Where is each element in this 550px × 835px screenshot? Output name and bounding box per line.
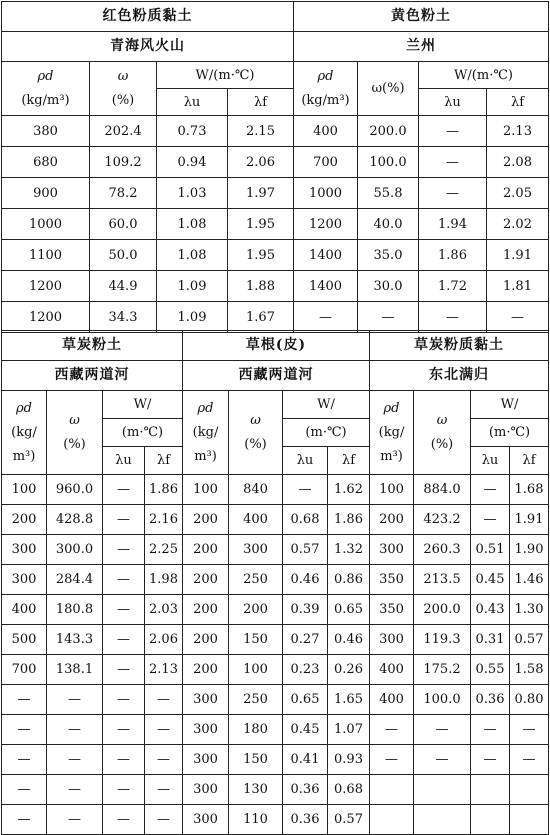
density-cell: 300 [183, 715, 229, 745]
lambda-u-cell: 0.36 [283, 775, 328, 805]
lambda-f-cell: — [145, 715, 183, 745]
table-row [2, 745, 549, 775]
lambda-u-cell: — [103, 625, 145, 655]
table-row [2, 116, 549, 147]
density-cell: 1400 [294, 240, 358, 271]
table-row [2, 805, 549, 835]
lambda-f-cell [510, 805, 549, 835]
lambda-f-cell: 2.02 [487, 209, 549, 240]
density-cell: 700 [294, 147, 358, 178]
density-header: ρd (kg/m³) [2, 62, 90, 116]
lambda-f-header: λf [510, 447, 549, 475]
density-cell: — [2, 685, 47, 715]
moisture-cell: 110 [229, 805, 283, 835]
lambda-u-cell: 0.45 [283, 715, 328, 745]
density-cell: 500 [2, 625, 47, 655]
moisture-cell: 44.9 [90, 271, 157, 302]
lambda-u-cell: 0.36 [283, 805, 328, 835]
moisture-cell: — [47, 745, 103, 775]
moisture-cell: 175.2 [414, 655, 471, 685]
soil-type-header: 黄色粉土 [294, 2, 549, 32]
lambda-f-cell: 0.65 [328, 595, 370, 625]
lambda-f-cell: 1.86 [328, 505, 370, 535]
lambda-f-cell: 1.65 [328, 685, 370, 715]
lambda-f-cell: 1.58 [510, 655, 549, 685]
lambda-u-cell: 0.65 [283, 685, 328, 715]
conductivity-unit: (m·℃) [103, 419, 183, 447]
lambda-f-header: λf [487, 89, 549, 116]
table-row [2, 147, 549, 178]
table-row [2, 302, 549, 333]
density-cell: 200 [183, 565, 229, 595]
moisture-cell: 143.3 [47, 625, 103, 655]
density-cell: 380 [2, 116, 90, 147]
density-cell: — [370, 715, 414, 745]
moisture-cell: 50.0 [90, 240, 157, 271]
moisture-cell: 138.1 [47, 655, 103, 685]
lambda-u-cell: 1.86 [419, 240, 487, 271]
moisture-cell: — [47, 775, 103, 805]
lambda-f-cell: 2.06 [228, 147, 294, 178]
lambda-u-cell: 1.09 [157, 271, 228, 302]
moisture-cell: 400 [229, 505, 283, 535]
moisture-cell: 300.0 [47, 535, 103, 565]
density-header: ρd (kg/ m³) [2, 391, 47, 475]
density-cell: 300 [183, 805, 229, 835]
table-row [2, 475, 549, 505]
density-cell: 900 [2, 178, 90, 209]
lambda-f-cell: 0.80 [510, 685, 549, 715]
lambda-f-cell: 0.46 [328, 625, 370, 655]
lambda-f-header: λf [228, 89, 294, 116]
location-header: 兰州 [294, 32, 549, 62]
moisture-cell: 250 [229, 685, 283, 715]
lambda-f-cell: — [487, 302, 549, 333]
lambda-f-cell: 1.90 [510, 535, 549, 565]
lambda-f-cell: — [145, 685, 183, 715]
moisture-cell: 55.8 [358, 178, 419, 209]
table-row [2, 775, 549, 805]
moisture-cell: — [414, 715, 471, 745]
moisture-cell [414, 805, 471, 835]
lambda-f-cell: 0.57 [510, 625, 549, 655]
conductivity-header: W/(m·℃) [419, 62, 549, 89]
lambda-u-cell: — [419, 147, 487, 178]
upper-table-body [2, 116, 549, 333]
moisture-cell: 34.3 [90, 302, 157, 333]
density-cell: 200 [183, 655, 229, 685]
density-header: ρd (kg/ m³) [183, 391, 229, 475]
density-cell: 100 [183, 475, 229, 505]
lambda-u-cell: 0.43 [471, 595, 510, 625]
lambda-f-cell: 1.88 [228, 271, 294, 302]
moisture-cell: 200.0 [414, 595, 471, 625]
density-cell: 400 [2, 595, 47, 625]
lambda-u-cell: — [103, 745, 145, 775]
conductivity-header: W/ [103, 391, 183, 419]
lambda-u-cell: — [103, 775, 145, 805]
density-cell: 200 [2, 505, 47, 535]
moisture-cell: 428.8 [47, 505, 103, 535]
moisture-cell: 840 [229, 475, 283, 505]
density-cell: 200 [183, 625, 229, 655]
lambda-u-cell: 0.23 [283, 655, 328, 685]
density-cell: 300 [183, 745, 229, 775]
moisture-header: ω(%) [358, 62, 419, 116]
density-cell: 400 [294, 116, 358, 147]
lambda-f-cell [510, 775, 549, 805]
moisture-cell: 35.0 [358, 240, 419, 271]
moisture-cell: 423.2 [414, 505, 471, 535]
lambda-f-cell: 1.98 [145, 565, 183, 595]
table-row [2, 595, 549, 625]
density-cell: 300 [370, 625, 414, 655]
conductivity-unit: (m·℃) [283, 419, 370, 447]
lambda-u-cell: — [103, 475, 145, 505]
lambda-f-header: λf [328, 447, 370, 475]
lambda-f-cell: 2.03 [145, 595, 183, 625]
lambda-u-cell: — [103, 595, 145, 625]
lambda-f-cell: 2.05 [487, 178, 549, 209]
lambda-u-cell: 0.57 [283, 535, 328, 565]
density-cell: 700 [2, 655, 47, 685]
density-cell: 100 [2, 475, 47, 505]
density-cell: 300 [370, 535, 414, 565]
lambda-f-cell: 1.86 [145, 475, 183, 505]
lambda-u-header: λu [419, 89, 487, 116]
lambda-u-cell: 1.08 [157, 209, 228, 240]
lambda-u-cell: 0.55 [471, 655, 510, 685]
conductivity-unit: (m·℃) [471, 419, 549, 447]
lambda-u-cell: — [419, 116, 487, 147]
lambda-u-cell: — [471, 715, 510, 745]
lambda-f-cell: 0.93 [328, 745, 370, 775]
lambda-f-cell: 1.46 [510, 565, 549, 595]
density-cell: 1100 [2, 240, 90, 271]
lambda-u-cell: 1.03 [157, 178, 228, 209]
density-cell: 1200 [2, 271, 90, 302]
lambda-f-cell: 2.13 [145, 655, 183, 685]
lambda-u-cell: 0.41 [283, 745, 328, 775]
lambda-u-cell: 0.94 [157, 147, 228, 178]
lambda-f-cell: 2.08 [487, 147, 549, 178]
moisture-cell: 109.2 [90, 147, 157, 178]
lambda-u-cell: 1.72 [419, 271, 487, 302]
lambda-f-cell: 1.62 [328, 475, 370, 505]
lambda-u-cell: 0.31 [471, 625, 510, 655]
moisture-cell: — [414, 745, 471, 775]
lambda-f-cell: — [510, 715, 549, 745]
moisture-cell: — [47, 715, 103, 745]
lambda-f-cell: 1.67 [228, 302, 294, 333]
moisture-cell: 119.3 [414, 625, 471, 655]
location-header: 东北满归 [370, 361, 549, 391]
density-cell: — [370, 745, 414, 775]
density-cell: 400 [370, 685, 414, 715]
moisture-cell: 30.0 [358, 271, 419, 302]
moisture-header: ω (%) [47, 391, 103, 475]
density-header: ρd (kg/ m³) [370, 391, 414, 475]
moisture-cell: 200 [229, 595, 283, 625]
soil-type-header: 草炭粉质黏土 [370, 331, 549, 361]
table-row [2, 655, 549, 685]
moisture-cell: 284.4 [47, 565, 103, 595]
lambda-f-cell: 2.16 [145, 505, 183, 535]
density-cell: 1000 [294, 178, 358, 209]
moisture-cell: 100.0 [358, 147, 419, 178]
moisture-cell: 100.0 [414, 685, 471, 715]
lambda-u-cell: — [471, 475, 510, 505]
density-cell: 1200 [2, 302, 90, 333]
lambda-u-cell: — [103, 535, 145, 565]
lambda-f-header: λf [145, 447, 183, 475]
lambda-u-cell: 0.45 [471, 565, 510, 595]
location-header: 青海风火山 [2, 32, 294, 62]
lambda-f-cell: 2.15 [228, 116, 294, 147]
lambda-u-cell: 0.39 [283, 595, 328, 625]
lambda-f-cell: 1.32 [328, 535, 370, 565]
density-cell: 680 [2, 147, 90, 178]
density-cell: 200 [370, 505, 414, 535]
density-cell: — [2, 715, 47, 745]
lambda-f-cell: 1.68 [510, 475, 549, 505]
moisture-cell: — [47, 805, 103, 835]
soil-type-header: 红色粉质黏土 [2, 2, 294, 32]
lambda-f-cell: 1.07 [328, 715, 370, 745]
density-cell: — [2, 775, 47, 805]
lambda-u-cell: 0.68 [283, 505, 328, 535]
table-row [2, 685, 549, 715]
density-cell: — [294, 302, 358, 333]
conductivity-header: W/ [471, 391, 549, 419]
lambda-f-cell: 2.06 [145, 625, 183, 655]
moisture-cell: 200.0 [358, 116, 419, 147]
lambda-f-cell: 2.25 [145, 535, 183, 565]
density-cell: — [2, 745, 47, 775]
lambda-f-cell: — [145, 775, 183, 805]
conductivity-header: W/(m·℃) [157, 62, 294, 89]
lambda-u-cell: 0.27 [283, 625, 328, 655]
density-cell: 300 [2, 535, 47, 565]
lambda-u-cell [471, 775, 510, 805]
density-cell: 1200 [294, 209, 358, 240]
density-cell: 200 [183, 505, 229, 535]
lambda-f-cell: 1.91 [487, 240, 549, 271]
soil-type-header: 草根(皮) [183, 331, 370, 361]
lambda-u-cell: 1.08 [157, 240, 228, 271]
conductivity-header: W/ [283, 391, 370, 419]
lambda-f-cell: — [145, 805, 183, 835]
lambda-u-cell: — [419, 302, 487, 333]
table-row [2, 240, 549, 271]
moisture-cell [414, 775, 471, 805]
lambda-u-cell: — [103, 505, 145, 535]
lambda-u-cell: — [471, 745, 510, 775]
location-header: 西藏两道河 [2, 361, 183, 391]
moisture-cell: 300 [229, 535, 283, 565]
moisture-cell: 250 [229, 565, 283, 595]
lambda-f-cell: 2.13 [487, 116, 549, 147]
moisture-cell: — [47, 685, 103, 715]
moisture-cell: 100 [229, 655, 283, 685]
moisture-cell: 260.3 [414, 535, 471, 565]
lambda-u-header: λu [103, 447, 145, 475]
lambda-u-cell: 0.46 [283, 565, 328, 595]
lambda-f-cell: 1.95 [228, 240, 294, 271]
density-cell: 400 [370, 655, 414, 685]
lambda-f-cell: 1.97 [228, 178, 294, 209]
lower-table-body [2, 475, 549, 835]
density-cell [370, 805, 414, 835]
density-cell: 200 [183, 595, 229, 625]
density-cell: — [2, 805, 47, 835]
lower-table [1, 330, 549, 835]
lambda-f-cell: 0.57 [328, 805, 370, 835]
moisture-cell: 960.0 [47, 475, 103, 505]
table-row [2, 625, 549, 655]
moisture-cell: 78.2 [90, 178, 157, 209]
density-cell: 300 [183, 685, 229, 715]
lambda-u-cell: 0.73 [157, 116, 228, 147]
lambda-f-cell: 1.95 [228, 209, 294, 240]
lambda-u-cell: — [471, 505, 510, 535]
lambda-u-cell: — [103, 655, 145, 685]
location-header: 西藏两道河 [183, 361, 370, 391]
moisture-header: ω (%) [90, 62, 157, 116]
lambda-u-header: λu [157, 89, 228, 116]
table-row [2, 715, 549, 745]
table-row [2, 505, 549, 535]
lambda-u-cell: — [103, 805, 145, 835]
lambda-f-cell: 0.26 [328, 655, 370, 685]
moisture-cell: — [358, 302, 419, 333]
lambda-f-cell: 0.68 [328, 775, 370, 805]
density-cell [370, 775, 414, 805]
moisture-header: ω (%) [229, 391, 283, 475]
moisture-cell: 213.5 [414, 565, 471, 595]
lambda-u-cell: — [103, 565, 145, 595]
density-cell: 100 [370, 475, 414, 505]
density-cell: 1000 [2, 209, 90, 240]
table-row [2, 535, 549, 565]
table-row [2, 565, 549, 595]
density-cell: 200 [183, 535, 229, 565]
upper-table [1, 1, 549, 333]
lambda-u-cell: 0.51 [471, 535, 510, 565]
moisture-cell: 60.0 [90, 209, 157, 240]
moisture-cell: 884.0 [414, 475, 471, 505]
lambda-u-header: λu [471, 447, 510, 475]
moisture-cell: 180.8 [47, 595, 103, 625]
lambda-u-cell: — [103, 715, 145, 745]
moisture-cell: 202.4 [90, 116, 157, 147]
moisture-cell: 150 [229, 625, 283, 655]
table-row [2, 209, 549, 240]
moisture-cell: 130 [229, 775, 283, 805]
lambda-u-cell: 1.94 [419, 209, 487, 240]
table-row [2, 178, 549, 209]
lambda-u-cell: — [419, 178, 487, 209]
lambda-u-cell: 0.36 [471, 685, 510, 715]
moisture-cell: 40.0 [358, 209, 419, 240]
lambda-f-cell: 1.91 [510, 505, 549, 535]
density-cell: 1400 [294, 271, 358, 302]
soil-type-header: 草炭粉土 [2, 331, 183, 361]
lambda-u-cell: — [283, 475, 328, 505]
moisture-header: ω (%) [414, 391, 471, 475]
density-header: ρd (kg/m³) [294, 62, 358, 116]
density-cell: 350 [370, 595, 414, 625]
lambda-u-cell: 1.09 [157, 302, 228, 333]
lambda-u-cell: — [103, 685, 145, 715]
lambda-f-cell: 1.81 [487, 271, 549, 302]
density-cell: 350 [370, 565, 414, 595]
table-row [2, 271, 549, 302]
density-cell: 300 [2, 565, 47, 595]
lambda-u-header: λu [283, 447, 328, 475]
moisture-cell: 180 [229, 715, 283, 745]
lambda-f-cell: — [145, 745, 183, 775]
lambda-u-cell [471, 805, 510, 835]
density-cell: 300 [183, 775, 229, 805]
moisture-cell: 150 [229, 745, 283, 775]
lambda-f-cell: 1.30 [510, 595, 549, 625]
lambda-f-cell: — [510, 745, 549, 775]
lambda-f-cell: 0.86 [328, 565, 370, 595]
